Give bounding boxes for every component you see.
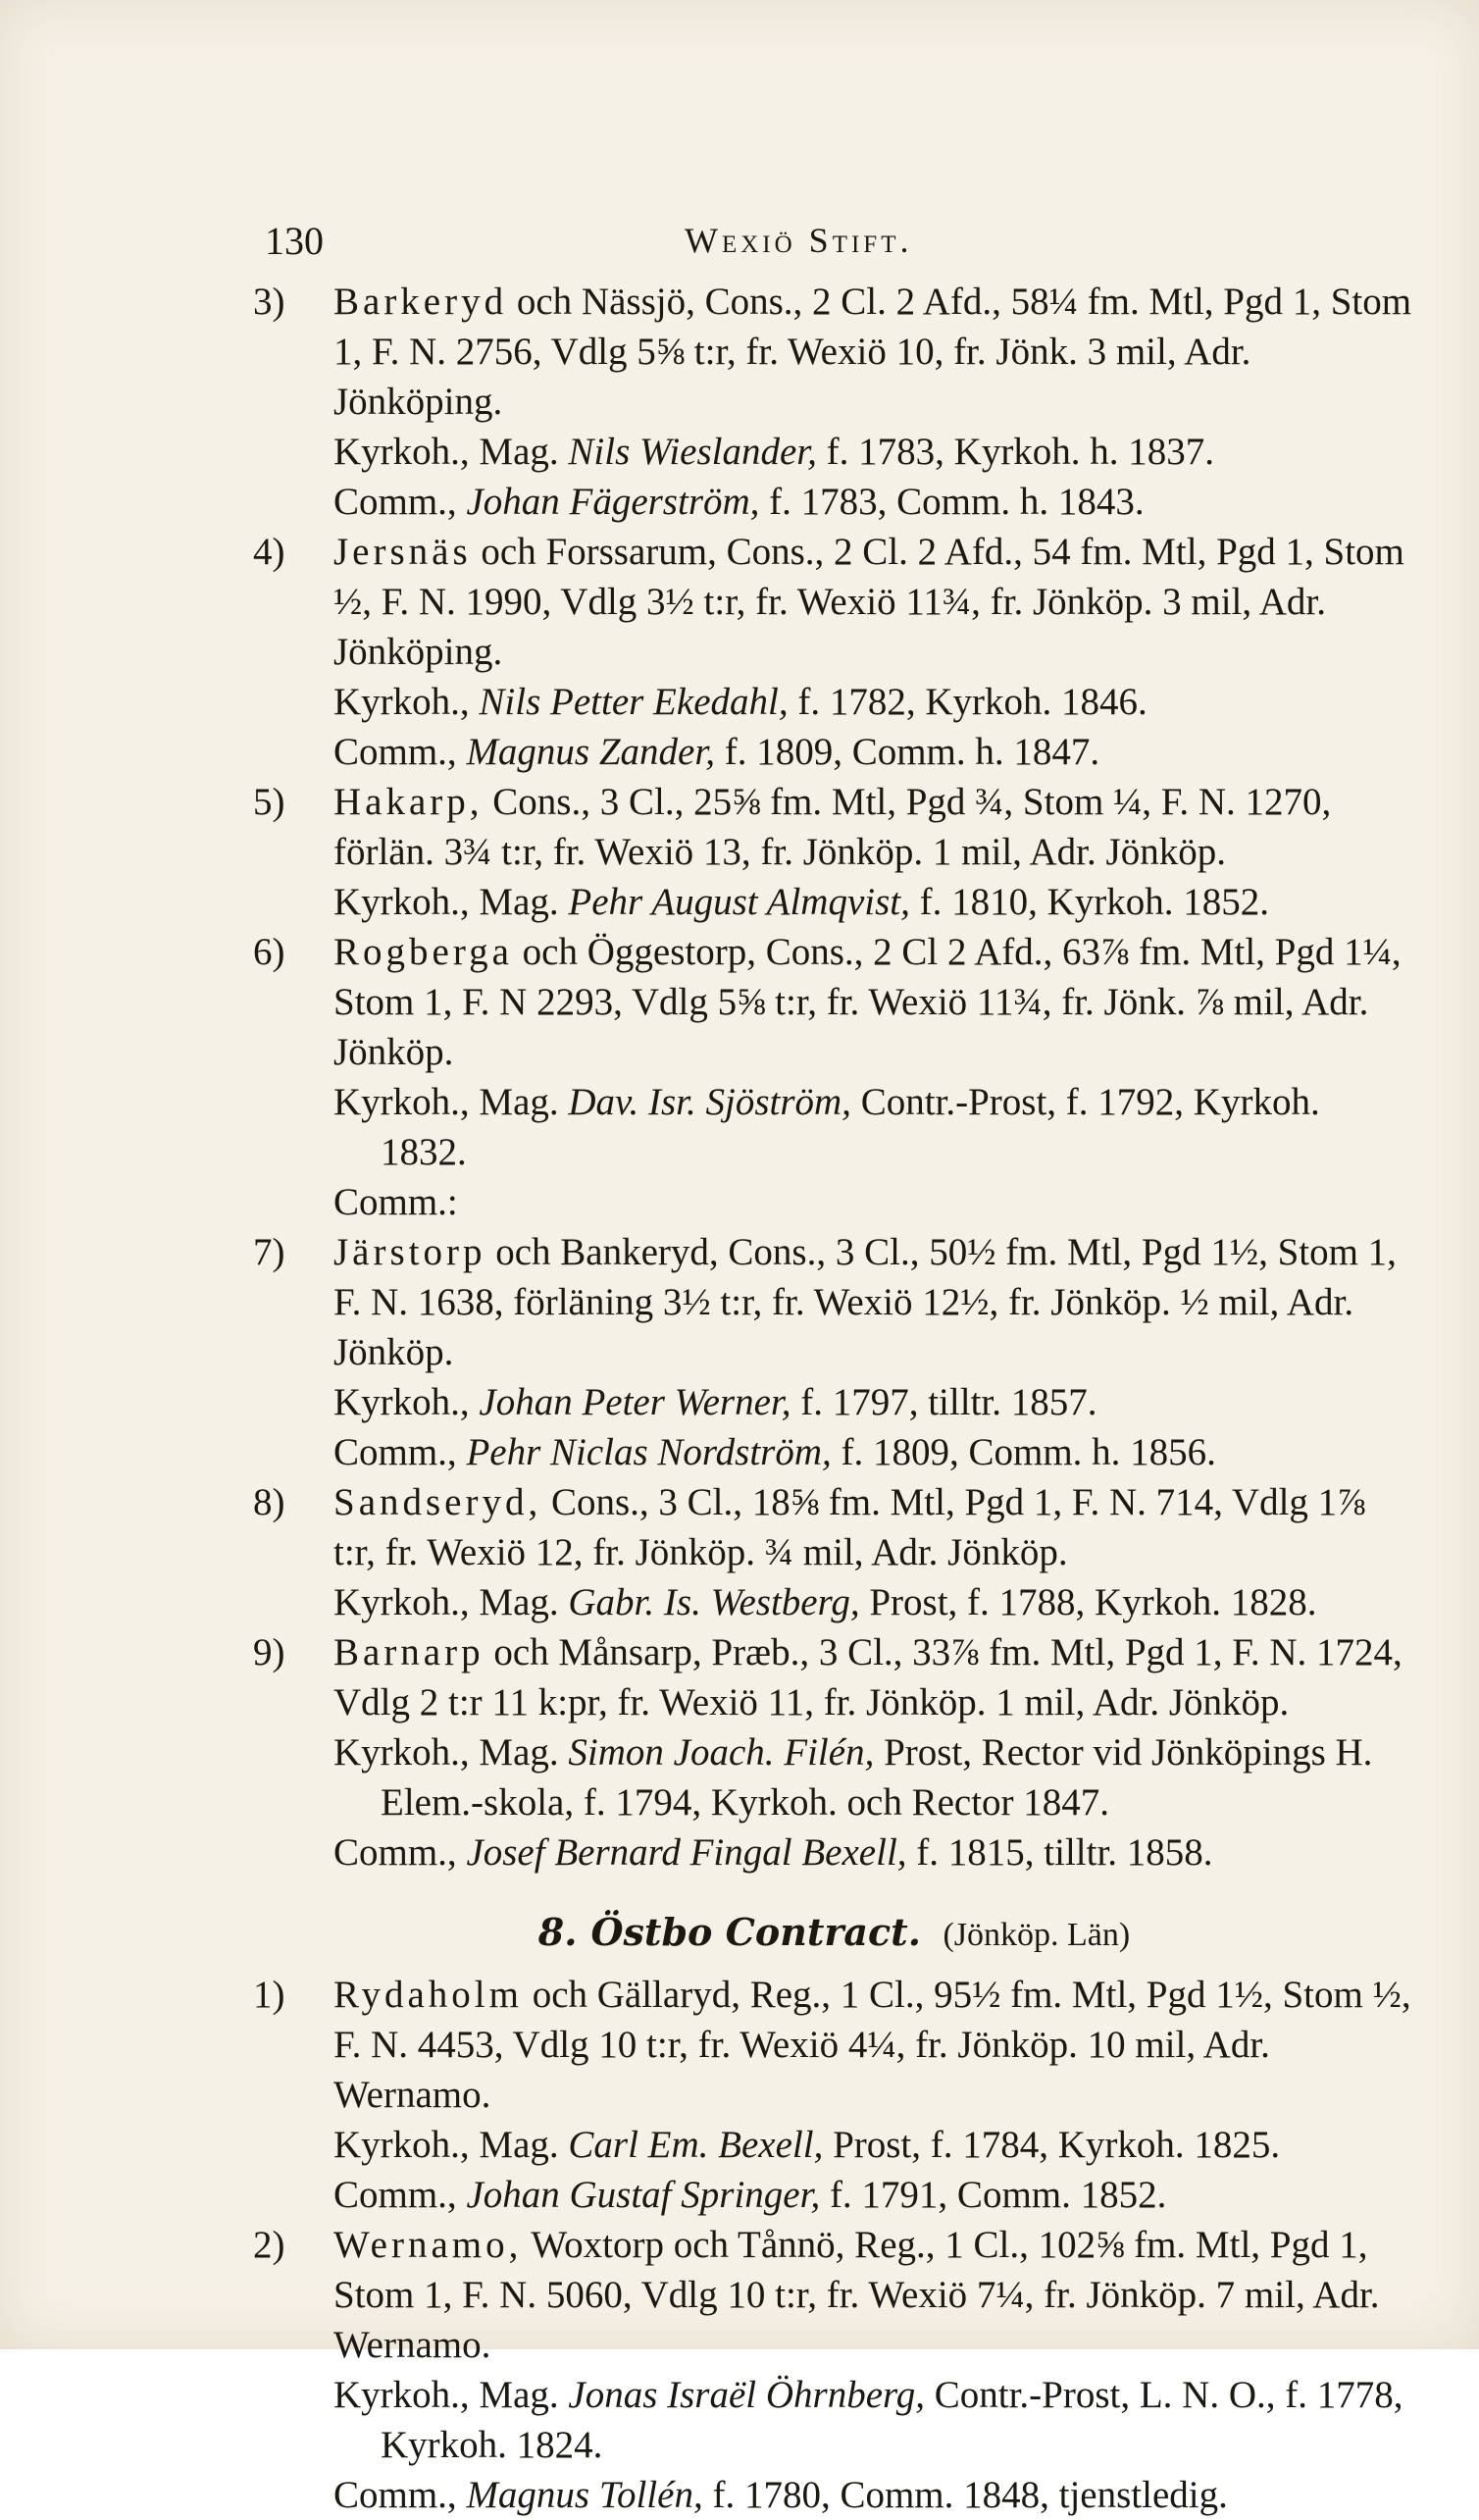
section-number: 8. [537,1910,578,1954]
section-note: (Jönköp. Län) [943,1917,1131,1953]
parish-name: Rydaholm [333,1974,523,2016]
parish-details: och Bankeryd, Cons., 3 Cl., 50½ fm. Mtl, Pgd 1½, Stom 1, F. N. 1638, förläning 3½ t:r, fr. Wexiö 12½, fr. Jönköp. ½ mil, Adr. Jönköp. [333,1231,1397,1373]
clergy-title: Kyrkoh., Mag. [333,2124,569,2166]
clergy-title: Comm., [333,1831,467,1874]
entry-number: 5) [253,781,285,823]
parish-description [333,1477,1415,1577]
parish-description [333,927,1415,1077]
clergy-details: Contr.-Prost, L. N. O., f. 1778, Kyrkoh. 1824. [381,2374,1403,2466]
clergy-name: Josef Bernard Fingal Bexell, [466,1831,907,1874]
parish-name: Barkeryd [333,281,508,323]
entry-list-contract-7 [253,277,1415,1877]
parish-entry [253,1627,1415,1877]
clergy-title: Kyrkoh., Mag. [333,1731,569,1774]
clergy-line [333,1077,1415,1177]
parish-entry [253,1477,1415,1627]
clergy-name: Magnus Zander, [466,731,715,773]
page-header [253,208,1415,277]
parish-name: Hakarp, [333,781,484,823]
clergy-details: Prost, f. 1788, Kyrkoh. 1828. [859,1581,1317,1623]
parish-name: Järstorp [333,1231,486,1273]
parish-name: Rogberga [333,931,513,973]
clergy-line [333,677,1415,727]
clergy-details: Prost, Rector vid Jönköpings H. Elem.-skola, f. 1794, Kyrkoh. och Rector 1847. [381,1731,1373,1824]
clergy-title: Comm., [333,731,467,773]
clergy-name: Simon Joach. Filén, [568,1731,875,1774]
parish-entry [253,277,1415,527]
clergy-line [333,2470,1415,2520]
clergy-name: Dav. Isr. Sjöström, [568,1081,851,1123]
entry-number: 2) [253,2224,285,2266]
clergy-title: Kyrkoh., Mag. [333,881,569,923]
entry-number: 1) [253,1974,285,2016]
clergy-name: Johan Peter Werner, [479,1381,791,1423]
parish-details: och Gällaryd, Reg., 1 Cl., 95½ fm. Mtl, Pgd 1½, Stom ½, F. N. 4453, Vdlg 10 t:r, fr. Wexiö 4¼, fr. Jönköp. 10 mil, Adr. Wernamo. [333,1974,1411,2116]
clergy-line [333,1177,1415,1227]
parish-name: Sandseryd, [333,1481,542,1523]
clergy-details: f. 1809, Comm. h. 1847. [714,731,1100,773]
clergy-line [333,427,1415,477]
parish-description [333,1970,1415,2120]
clergy-details: Contr.-Prost, f. 1792, Kyrkoh. 1832. [381,1081,1320,1173]
document-page [253,208,1415,2520]
entry-number: 7) [253,1231,285,1273]
parish-entry [253,527,1415,777]
parish-entry [253,927,1415,1227]
entry-number: 6) [253,931,285,973]
clergy-title: Kyrkoh., Mag. [333,2374,569,2416]
clergy-line [333,727,1415,777]
clergy-name: Johan Gustaf Springer, [466,2174,821,2216]
clergy-line [333,1727,1415,1827]
clergy-details: f. 1780, Comm. 1848, tjenstledig. [702,2474,1228,2516]
parish-description [333,1227,1415,1377]
parish-entry [253,1970,1415,2220]
clergy-title: Kyrkoh., Mag. [333,1081,569,1123]
clergy-line [333,1427,1415,1477]
clergy-details: f. 1783, Kyrkoh. h. 1837. [816,431,1215,473]
clergy-name: Carl Em. Bexell, [568,2124,824,2166]
clergy-details: f. 1810, Kyrkoh. 1852. [909,881,1269,923]
clergy-line [333,1377,1415,1427]
clergy-line [333,877,1415,927]
parish-description [333,527,1415,677]
parish-details: Cons., 3 Cl., 25⅝ fm. Mtl, Pgd ¾, Stom ¼, F. N. 1270, förlän. 3¾ t:r, fr. Wexiö 13, fr. Jönköp. 1 mil, Adr. Jönköp. [333,781,1332,873]
entry-number: 3) [253,281,285,323]
clergy-title: Comm., [333,2474,467,2516]
clergy-line [333,2120,1415,2170]
section-heading [253,1907,1415,1960]
clergy-title: Comm., [333,2174,467,2216]
parish-entry [253,777,1415,927]
clergy-name: Jonas Israël Öhrnberg, [568,2374,925,2416]
clergy-title: Kyrkoh., Mag. [333,431,569,473]
section-title: Östbo Contract. [590,1910,921,1954]
parish-details: Cons., 3 Cl., 18⅝ fm. Mtl, Pgd 1, F. N. 714, Vdlg 1⅞ t:r, fr. Wexiö 12, fr. Jönköp. ¾ mil, Adr. Jönköp. [333,1481,1366,1573]
clergy-line [333,2370,1415,2470]
clergy-name: Gabr. Is. Westberg, [568,1581,860,1623]
parish-name: Jersnäs [333,531,472,573]
clergy-line [333,1827,1415,1877]
parish-details: och Månsarp, Præb., 3 Cl., 33⅞ fm. Mtl, Pgd 1, F. N. 1724, Vdlg 2 t:r 11 k:pr, fr. Wexiö 11, fr. Jönköp. 1 mil, Adr. Jönköp. [333,1631,1402,1723]
clergy-title: Comm.: [333,1181,458,1223]
clergy-details: Prost, f. 1784, Kyrkoh. 1825. [823,2124,1281,2166]
entry-number: 4) [253,531,285,573]
clergy-title: Kyrkoh., [333,681,480,723]
clergy-name: Pehr August Almqvist, [568,881,910,923]
clergy-details: f. 1791, Comm. 1852. [820,2174,1167,2216]
clergy-title: Kyrkoh., [333,1381,480,1423]
parish-details: och Nässjö, Cons., 2 Cl. 2 Afd., 58¼ fm. Mtl, Pgd 1, Stom 1, F. N. 2756, Vdlg 5⅝ t:r, fr. Wexiö 10, fr. Jönk. 3 mil, Adr. Jönköping. [333,281,1412,423]
entry-number: 8) [253,1481,285,1523]
clergy-details: f. 1815, tilltr. 1858. [906,1831,1213,1874]
clergy-details: f. 1809, Comm. h. 1856. [831,1431,1216,1473]
clergy-name: Pehr Niclas Nordström, [466,1431,832,1473]
clergy-title: Kyrkoh., Mag. [333,1581,569,1623]
parish-details: och Forssarum, Cons., 2 Cl. 2 Afd., 54 fm. Mtl, Pgd 1, Stom ½, F. N. 1990, Vdlg 3½ t:r, fr. Wexiö 11¾, fr. Jönköp. 3 mil, Adr. Jönköping. [333,531,1404,673]
parish-name: Barnarp [333,1631,484,1673]
page-number: 130 [265,219,324,263]
parish-description [333,777,1415,877]
entry-list-ostbo [253,1970,1415,2520]
clergy-details: f. 1782, Kyrkoh. 1846. [788,681,1148,723]
parish-description [333,2220,1415,2370]
clergy-line [333,2170,1415,2220]
clergy-name: Magnus Tollén, [466,2474,703,2516]
parish-name: Wernamo, [333,2224,523,2266]
parish-details: och Öggestorp, Cons., 2 Cl 2 Afd., 63⅞ fm. Mtl, Pgd 1¼, Stom 1, F. N 2293, Vdlg 5⅝ t:r, fr. Wexiö 11¾, fr. Jönk. ⅞ mil, Adr. Jönköp. [333,931,1402,1073]
clergy-name: Nils Wieslander, [568,431,817,473]
clergy-details: f. 1797, tilltr. 1857. [790,1381,1097,1423]
entry-number: 9) [253,1631,285,1673]
parish-entry [253,2220,1415,2520]
clergy-title: Comm., [333,481,467,523]
parish-details: Woxtorp och Tånnö, Reg., 1 Cl., 102⅝ fm. Mtl, Pgd 1, Stom 1, F. N. 5060, Vdlg 10 t:r, fr. Wexiö 7¼, fr. Jönköp. 7 mil, Adr. Wernamo. [333,2224,1380,2366]
clergy-name: Johan Fägerström, [466,481,760,523]
clergy-title: Comm., [333,1431,467,1473]
running-title: Wexiö Stift. [685,221,913,260]
parish-description [333,1627,1415,1727]
parish-description [333,277,1415,427]
clergy-line [333,1577,1415,1627]
clergy-name: Nils Petter Ekedahl, [479,681,789,723]
clergy-details: f. 1783, Comm. h. 1843. [759,481,1145,523]
parish-entry [253,1227,1415,1477]
clergy-line [333,477,1415,527]
